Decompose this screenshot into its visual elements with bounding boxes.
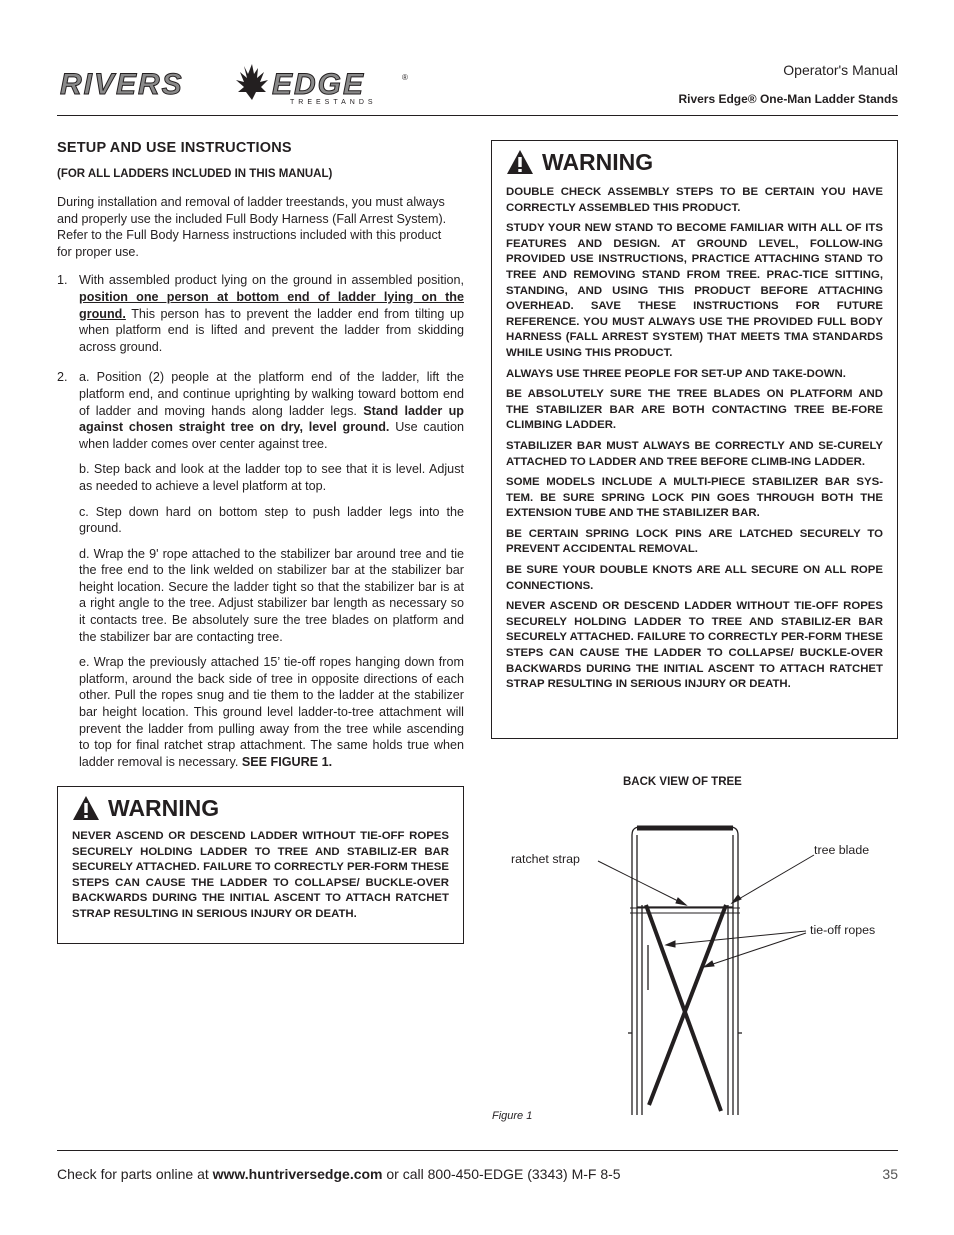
step-2d: d. Wrap the 9' rope attached to the stabilizer bar around tree and tie the free end to the link welded on stabilizer bar at the stabilizer bar height location. Secure the ladder tight so that the stabilizer bar is at a right angle to the tree. Adjust stabilizer bar length as necessary so it contacts tree. Be absolutely sure the tree blades on platform and the stabilizer bar are contacting tree.: [79, 546, 464, 644]
header-divider: [57, 115, 898, 116]
step-2c: c. Step down hard on bottom step to push ladder legs into the ground.: [79, 504, 464, 536]
warning-triangle-icon: [506, 149, 534, 175]
label-tie-off-ropes: tie-off ropes: [810, 923, 876, 937]
step-number: 1.: [57, 273, 68, 288]
step-1-text-underlined: position one person at bottom end of ladder lying on the ground.: [79, 289, 464, 321]
footer-divider: [57, 1150, 898, 1151]
logo-text-left: RIVERS: [60, 68, 184, 101]
step-2: [57, 369, 464, 770]
step-number: 2.: [57, 370, 68, 385]
step-2a-text-post: Use caution when ladder comes over center against tree.: [79, 420, 464, 451]
step-1: [57, 272, 464, 355]
warning-body: [492, 179, 897, 706]
deer-antler-icon: [236, 64, 268, 100]
step-2e: [79, 654, 464, 770]
warning-paragraph: BE CERTAIN SPRING LOCK PINS ARE LATCHED SECURELY TO PREVENT ACCIDENTAL REMOVAL.: [506, 527, 883, 556]
header-product-line: Rivers Edge® One-Man Ladder Stands: [678, 92, 898, 106]
callout-leaders: [598, 855, 814, 967]
instructions-column: [57, 140, 464, 778]
footer-website-link[interactable]: www.huntriversedge.com: [212, 1166, 383, 1182]
label-tree-blade: tree blade: [814, 843, 870, 857]
header-manual-label: Operator's Manual: [783, 62, 898, 78]
warning-title: WARNING: [542, 148, 654, 175]
step-1-text-pre: With assembled product lying on the ground in assembled position,: [79, 273, 464, 288]
section-title: SETUP AND USE INSTRUCTIONS: [57, 140, 292, 156]
figure-title: BACK VIEW OF TREE: [623, 776, 742, 788]
warning-box-right: [491, 140, 898, 739]
warning-paragraph: BE SURE YOUR DOUBLE KNOTS ARE ALL SECURE ON ALL ROPE CONNECTIONS.: [506, 564, 883, 592]
label-ratchet-strap: ratchet strap: [511, 852, 580, 866]
warning-paragraph: SOME MODELS INCLUDE A MULTI-PIECE STABILIZER BAR SYS-TEM. BE SURE SPRING LOCK PIN GOES THROUGH BOTH THE EXTENSION TUBE AND THE STABILIZER BAR.: [506, 476, 883, 520]
step-2a-text-pre: a. Position (2) people at the platform end of the ladder, lift the platform end, and continue uprighting by walking toward bottom end of ladder and moving hands along ladder legs.: [79, 370, 464, 418]
footer-text-post: or call 800-450-EDGE (3343) M-F 8-5: [382, 1166, 621, 1182]
warning-paragraph: STUDY YOUR NEW STAND TO BECOME FAMILIAR WITH ALL OF ITS FEATURES AND DESIGN. AT GROUND LEVEL, FOLLOW-ING PROVIDED USE INSTRUCTIONS, PRACTICE ATTACHING STAND TO TREE AND REMOVING STAND FROM TREE. PRAC-TICE SITTING, STANDING, AND USING THIS PRODUCT BEFORE ATTACHING OVERHEAD. SAVE THESE INSTRUCTIONS FOR FUTURE REFERENCE. YOU MUST ALWAYS USE THE PROVIDED FULL BODY HARNESS (FALL ARREST SYSTEM) THAT MEETS TMA STANDARDS WHILE USING THIS PRODUCT.: [506, 222, 883, 359]
warning-paragraph: DOUBLE CHECK ASSEMBLY STEPS TO BE CERTAIN YOU HAVE CORRECTLY ASSEMBLED THIS PRODUCT.: [506, 186, 883, 214]
warning-triangle-icon: [72, 795, 100, 821]
intro-paragraph: During installation and removal of ladder treestands, you must always and properly use the included Full Body Harness (Fall Arrest System). Refer to the Full Body Harness instructions included with this product for proper use.: [57, 195, 447, 259]
step-2a-text-bold: Stand ladder up against chosen straight tree on dry, level ground.: [79, 403, 464, 435]
footer-contact: [57, 1166, 621, 1182]
warning-box-left: [57, 786, 464, 944]
step-2e-text-pre: e. Wrap the previously attached 15’ tie-off ropes hanging down from platform, around the back side of tree in opposite directions of each other. Pull the ropes snug and tie them to the ladder at the stabilizer bar height location. This ground level ladder-to-tree attachment will prevent the ladder from pulling away from the tree while ascending to top for final ratchet strap attachment. The same holds true when ladder removal is necessary.: [79, 655, 464, 769]
warning-header: [58, 787, 463, 825]
figure-caption: Figure 1: [492, 1110, 533, 1122]
warning-header: [492, 141, 897, 179]
brand-logo: [58, 60, 410, 106]
warning-paragraph: ALWAYS USE THREE PEOPLE FOR SET-UP AND TAKE-DOWN.: [506, 367, 846, 380]
logo-registered: ®: [402, 73, 408, 82]
warning-paragraph: NEVER ASCEND OR DESCEND LADDER WITHOUT TIE-OFF ROPES SECURELY HOLDING LADDER TO TREE AND STABILIZ-ER BAR SECURELY ATTACHED. FAILURE TO CORRECTLY PER-FORM THESE STEPS CAN CAUSE THE LADDER TO COLLAPSE/ BUCKLE-OVER BACKWARDS DURING THE INITIAL ASCENT TO ATTACH RATCHET STRAP RESULTING IN SERIOUS INJURY OR DEATH.: [506, 600, 883, 691]
step-1-text-post: This person has to prevent the ladder end from tilting up when platform end is lifted and prevent the ladder from skidding across ground.: [79, 306, 464, 354]
logo-subtext: TREESTANDS: [290, 99, 377, 106]
step-2b: b. Step back and look at the ladder top to see that it is level. Adjust as needed to achieve a level platform at top.: [79, 462, 464, 493]
section-subtitle: (FOR ALL LADDERS INCLUDED IN THIS MANUAL): [57, 168, 333, 180]
warning-title: WARNING: [108, 794, 220, 821]
footer-text-pre: Check for parts online at: [57, 1166, 213, 1182]
warning-paragraph: BE ABSOLUTELY SURE THE TREE BLADES ON PLATFORM AND THE STABILIZER BAR ARE BOTH CONTACTING TREE BE-FORE CLIMBING LADDER.: [506, 388, 883, 432]
page-number: 35: [882, 1166, 898, 1182]
logo-text-right: EDGE: [272, 68, 366, 101]
warning-text: NEVER ASCEND OR DESCEND LADDER WITHOUT TIE-OFF ROPES SECURELY HOLDING LADDER TO TREE AND STABILIZ-ER BAR SECURELY ATTACHED. FAILURE TO CORRECTLY PER-FORM THESE STEPS CAN CAUSE THE LADDER TO COLLAPSE/ BUCKLE-OVER BACKWARDS DURING THE INITIAL ASCENT TO ATTACH RATCHET STRAP RESULTING IN SERIOUS INJURY OR DEATH.: [72, 830, 449, 920]
step-2e-text-bold: SEE FIGURE 1.: [241, 754, 333, 769]
steps-list: [57, 272, 464, 770]
warning-paragraph: STABILIZER BAR MUST ALWAYS BE CORRECTLY AND SE-CURELY ATTACHED TO LADDER AND TREE BEFORE CLIMB-ING LADDER.: [506, 439, 883, 468]
ladder-frame: [628, 827, 742, 1115]
tie-off-ropes-x: [646, 905, 726, 1111]
step-2a: [79, 369, 464, 452]
warning-body: [58, 825, 463, 934]
